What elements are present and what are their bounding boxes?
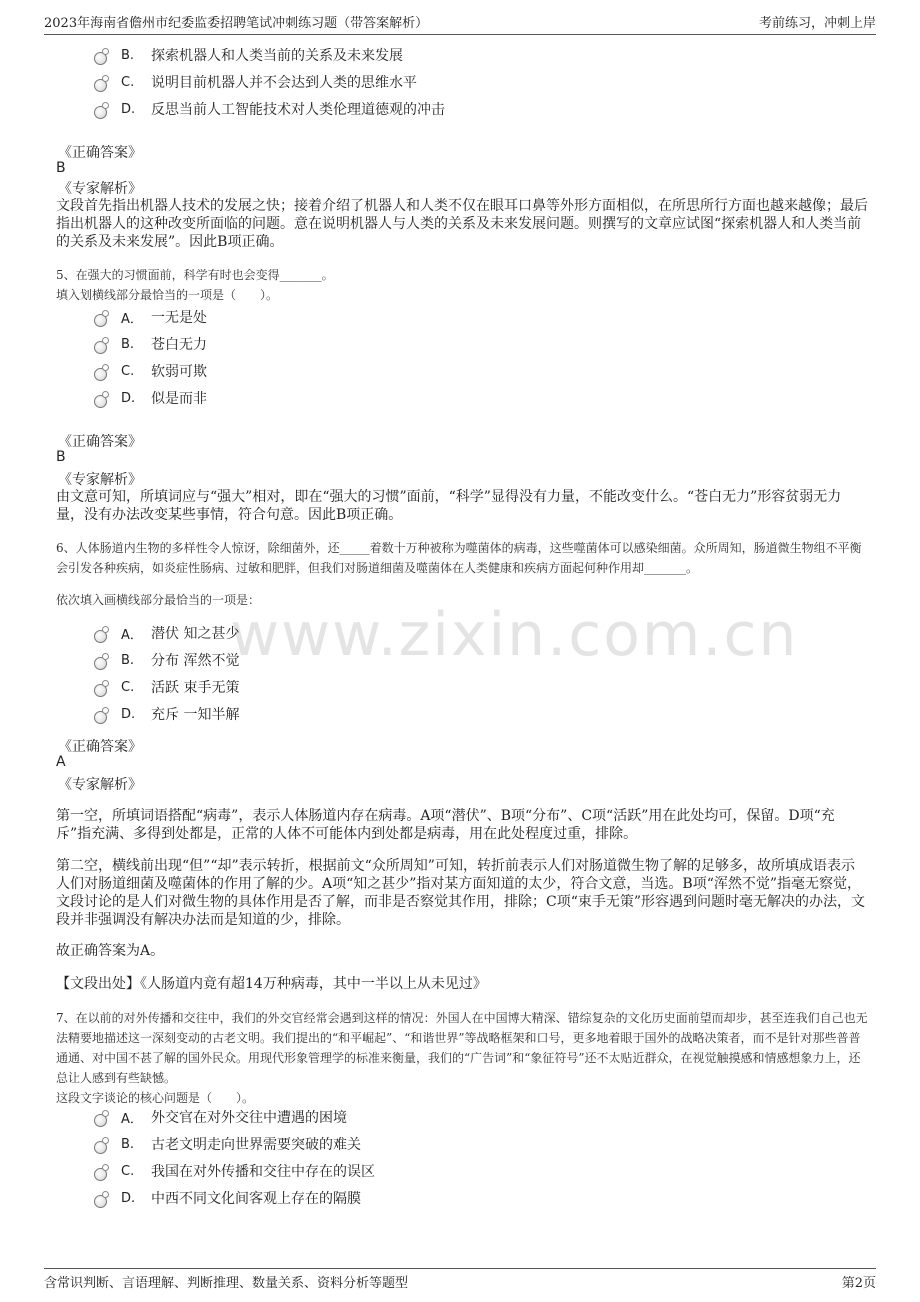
analysis-conclusion: 故正确答案为A。 [56, 943, 165, 959]
radio-icon[interactable] [94, 630, 107, 643]
analysis-paragraph-2: 第二空，横线前出现“但”“却”表示转折，根据前文“众所周知”可知，转折前表示人们对肠道微生物了解的足够多，故所填成语表示人们对肠道细菌及噬菌体的作用了解的少。A项“知之甚少”指对某方面知道的太少，符合文意，当选。B项“浑然不觉”指毫无察觉，文段讨论的是人们对微生物的具体作用是否了解，而非是否察觉其作用，排除；C项“束手无策”形容遇到问题时毫无解决的办法，文段并非强调没有解决办法而是知道的少，排除。 [56, 858, 866, 928]
analysis-label: 《专家解析》 [58, 777, 142, 793]
option-q7-b[interactable]: B. 古老文明走向世界需要突破的难关 [94, 1133, 361, 1155]
option-q4-c[interactable]: C. 说明目前机器人并不会达到人类的思维水平 [94, 71, 417, 93]
radio-icon[interactable] [94, 52, 107, 65]
option-q6-d[interactable]: D. 充斥 一知半解 [94, 703, 239, 725]
footer-description: 含常识判断、言语理解、判断推理、数量关系、资料分析等题型 [44, 1276, 409, 1291]
option-q4-b[interactable]: B. 探索机器人和人类当前的关系及未来发展 [94, 44, 403, 66]
radio-icon[interactable] [94, 1114, 107, 1127]
header-slogan: 考前练习，冲刺上岸 [758, 16, 876, 31]
radio-icon[interactable] [94, 314, 107, 327]
option-q7-d[interactable]: D. 中西不同文化间客观上存在的隔膜 [94, 1187, 361, 1209]
option-q7-a[interactable]: A． 外交官在对外交往中遭遇的困境 [94, 1106, 347, 1128]
radio-icon[interactable] [94, 1168, 107, 1181]
answer-value: B [56, 449, 66, 465]
option-q7-c[interactable]: C. 我国在对外传播和交往中存在的误区 [94, 1160, 375, 1182]
radio-icon[interactable] [94, 341, 107, 354]
option-q6-a[interactable]: A． 潜伏 知之甚少 [94, 622, 239, 644]
document-title: 2023年海南省儋州市纪委监委招聘笔试冲刺练习题（带答案解析） [44, 16, 429, 31]
radio-icon[interactable] [94, 711, 107, 724]
radio-icon[interactable] [94, 79, 107, 92]
radio-icon[interactable] [94, 106, 107, 119]
page-number: 第2页 [841, 1276, 876, 1291]
answer-label: 《正确答案》 [58, 434, 142, 450]
radio-icon[interactable] [94, 684, 107, 697]
question-prompt: 填入划横线部分最恰当的一项是（ ）。 [56, 288, 279, 302]
option-q5-c[interactable]: C. 软弱可欺 [94, 360, 207, 382]
question-stem: 5、在强大的习惯面前，科学有时也会变得_______。 [56, 268, 334, 282]
radio-icon[interactable] [94, 368, 107, 381]
radio-icon[interactable] [94, 395, 107, 408]
radio-icon[interactable] [94, 1195, 107, 1208]
option-q4-d[interactable]: D. 反思当前人工智能技术对人类伦理道德观的冲击 [94, 98, 445, 120]
answer-value: B [56, 160, 66, 176]
option-q5-d[interactable]: D. 似是而非 [94, 387, 207, 409]
page-footer [44, 1268, 876, 1291]
analysis-label: 《专家解析》 [58, 181, 142, 197]
question-stem: 6、人体肠道内生物的多样性令人惊讶，除细菌外，还_____着数十万种被称为噬菌体的病毒，这些噬菌体可以感染细菌。众所周知，肠道微生物组不平衡会引发各种疾病，如炎症性肠病、过敏和肥胖，但我们对肠道细菌及噬菌体在人类健康和疾病方面起何种作用却_______。 [56, 541, 862, 575]
page-header [44, 12, 876, 35]
analysis-paragraph-1: 第一空，所填词语搭配“病毒”，表示人体肠道内存在病毒。A项“潜伏”、B项“分布”、C项“活跃”用在此处均可，保留。D项“充斥”指充满、多得到处都是，正常的人体不可能体内到处都是病毒，用在此处程度过重，排除。 [56, 808, 835, 842]
analysis-text: 由文意可知，所填词应与“强大”相对，即在“强大的习惯”面前，“科学”显得没有力量，不能改变什么。“苍白无力”形容贫弱无力量，没有办法改变某些事情，符合句意。因此B项正确。 [56, 489, 842, 523]
question-prompt: 依次填入画横线部分最恰当的一项是： [56, 593, 261, 607]
source-citation: 【文段出处】《人肠道内竟有超14万种病毒，其中一半以上从未见过》 [56, 976, 487, 992]
analysis-text: 文段首先指出机器人技术的发展之快；接着介绍了机器人和人类不仅在眼耳口鼻等外形方面相似，在所思所行方面也越来越像；最后指出机器人的这种改变所面临的问题。意在说明机器人与人类的关系及未来发展问题。则撰写的文章应试图“探索机器人和人类当前的关系及未来发展”。因此B项正确。 [56, 198, 868, 250]
analysis-label: 《专家解析》 [58, 472, 142, 488]
question-stem: 7、在以前的对外传播和交往中，我们的外交官经常会遇到这样的情况：外国人在中国博大精深、错综复杂的文化历史面前望而却步，甚至连我们自己也无法精要地描述这一深刻变动的古老文明。我们提出的“和平崛起”、“和谐世界”等战略框架和口号，更多地着眼于国外的战略决策者，而不是针对那些普普通通、对中国不甚了解的国外民众。用现代形象管理学的标准来衡量，我们的“广告词”和“象征符号”还不太贴近群众，在视觉触摸感和情感想象力上，还总让人感到有些缺憾。 [56, 1011, 868, 1085]
answer-label: 《正确答案》 [58, 145, 142, 161]
option-q5-b[interactable]: B. 苍白无力 [94, 333, 207, 355]
option-q6-b[interactable]: B. 分布 浑然不觉 [94, 649, 239, 671]
answer-value: A [56, 754, 66, 770]
answer-label: 《正确答案》 [58, 739, 142, 755]
radio-icon[interactable] [94, 1141, 107, 1154]
question-prompt: 这段文字谈论的核心问题是（ ）。 [56, 1091, 255, 1105]
watermark: www.zixin.com.cn [230, 600, 799, 670]
radio-icon[interactable] [94, 657, 107, 670]
option-q6-c[interactable]: C. 活跃 束手无策 [94, 676, 239, 698]
option-q5-a[interactable]: A． 一无是处 [94, 306, 207, 328]
